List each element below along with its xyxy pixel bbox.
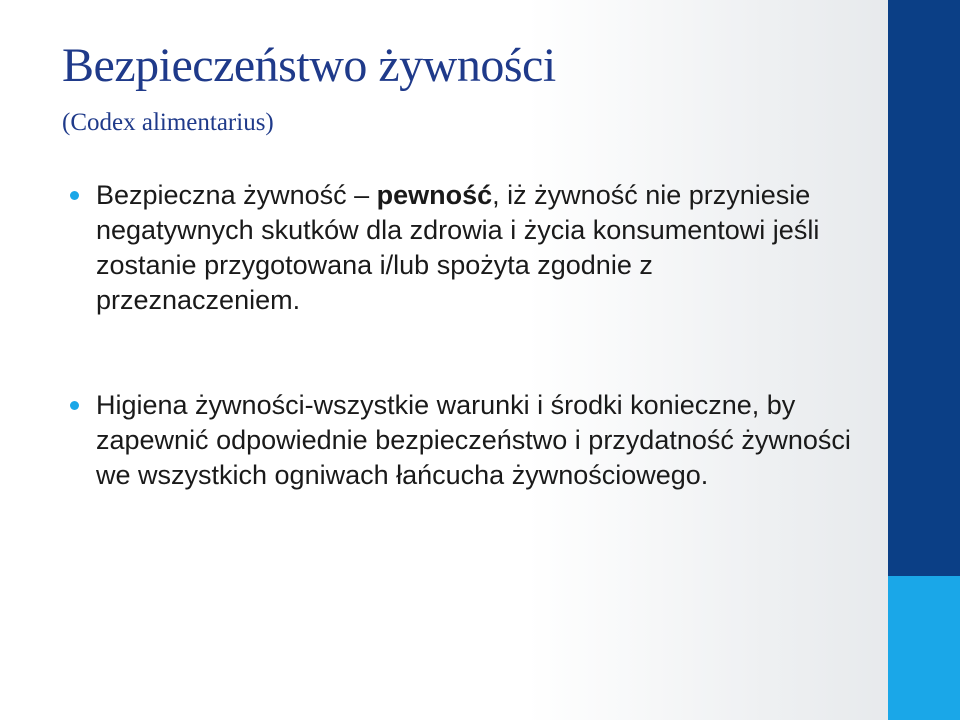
slide-title: Bezpieczeństwo żywności bbox=[62, 39, 556, 92]
slide-subtitle: (Codex alimentarius) bbox=[62, 109, 274, 136]
bullet-text-before: Bezpieczna żywność – bbox=[96, 180, 377, 210]
bullet-dot-icon bbox=[70, 401, 79, 410]
bullet-item-food-hygiene bbox=[70, 388, 860, 493]
side-band bbox=[888, 0, 960, 720]
bullet-item-safe-food bbox=[70, 178, 860, 318]
side-band-divider bbox=[888, 564, 960, 576]
bullet-text-emphasis: pewność bbox=[376, 180, 493, 210]
bullet-list bbox=[70, 178, 860, 493]
bullet-text: Higiena żywności-wszystkie warunki i środki konieczne, by zapewnić odpowiednie bezpieczeństwo i przydatność żywności we wszystkich ogniwach łańcucha żywnościowego. bbox=[96, 390, 851, 490]
bullet-text-after: , iż żywność nie przyniesie negatywnych skutków dla zdrowia i życia konsumentowi jeśli zostanie przygotowana i/lub spożyta zgodnie z przeznaczeniem. bbox=[96, 180, 820, 315]
side-band-accent bbox=[888, 576, 960, 720]
bullet-dot-icon bbox=[70, 191, 79, 200]
